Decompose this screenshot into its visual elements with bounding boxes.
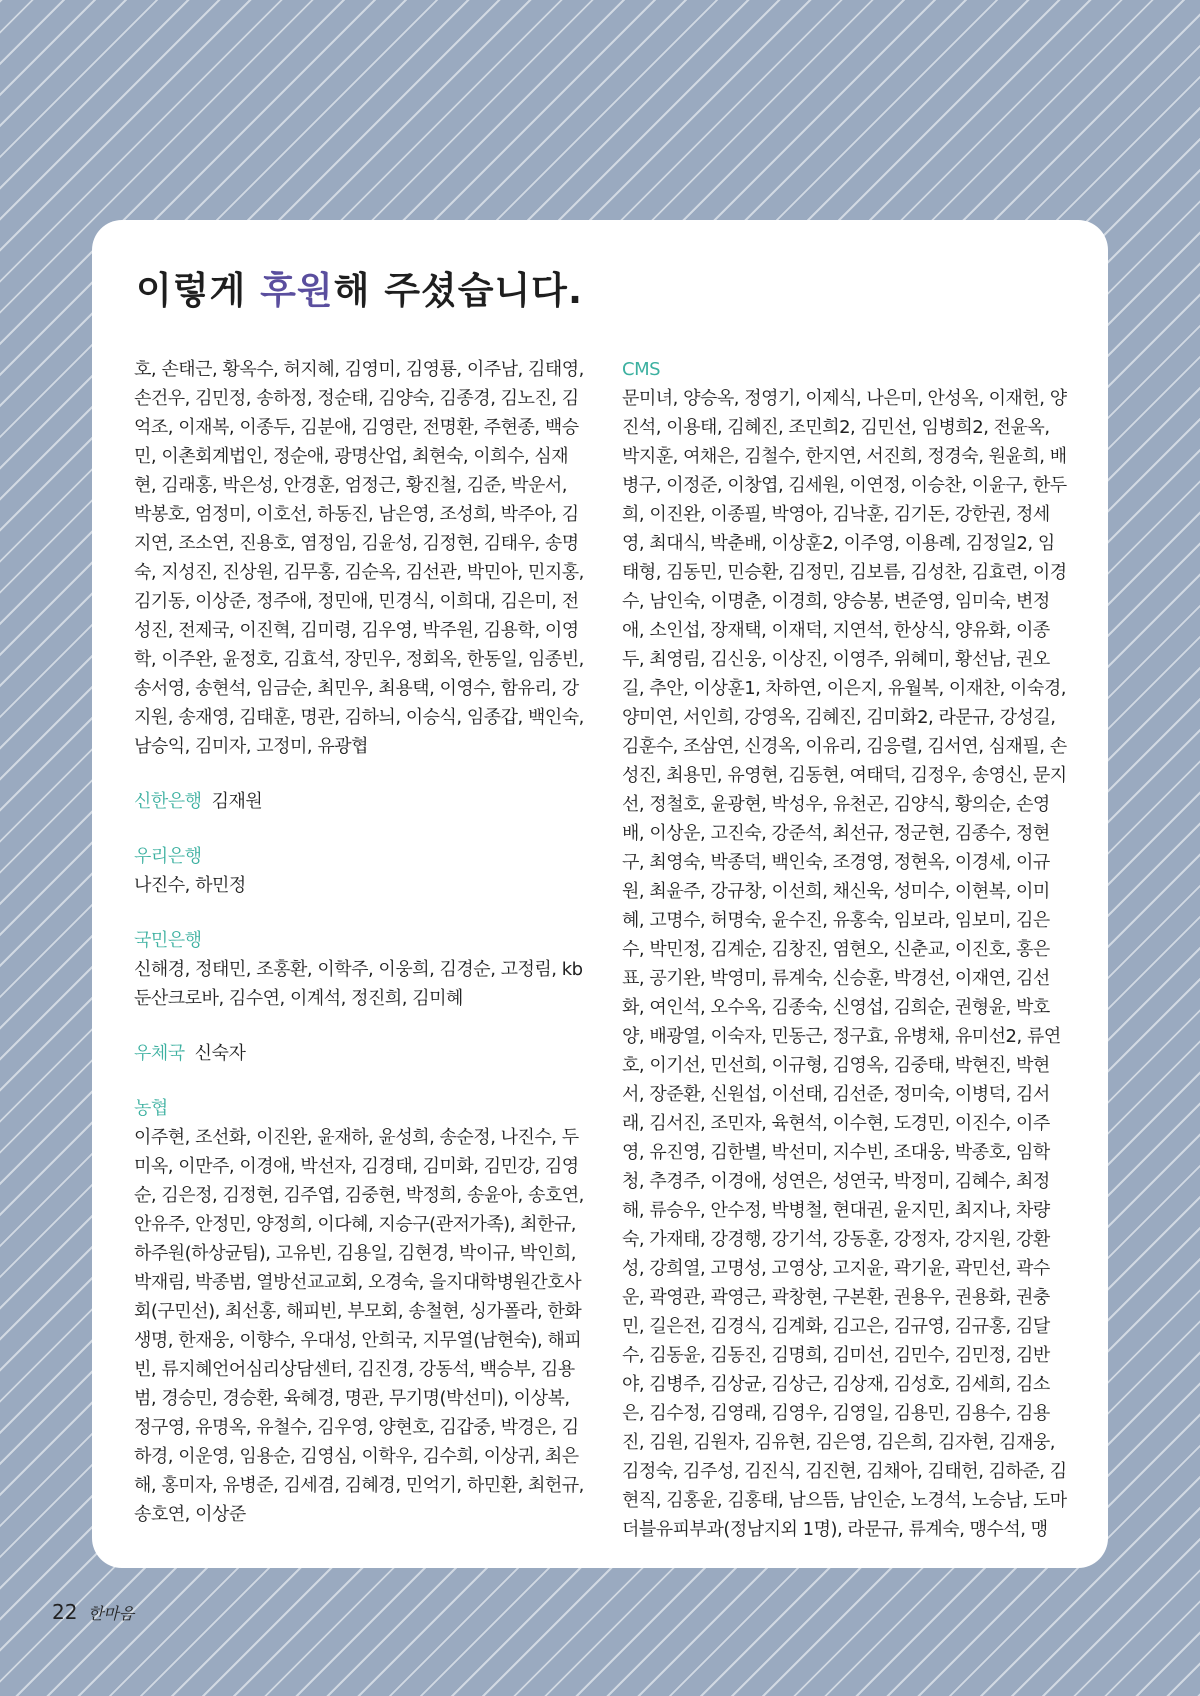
shinhan-section: [134, 787, 588, 816]
kookmin-label: 국민은행: [134, 930, 202, 951]
shinhan-label: 신한은행: [134, 791, 202, 812]
woori-label: 우리은행: [134, 846, 202, 867]
cms-donors: 문미녀, 양승옥, 정영기, 이제식, 나은미, 안성옥, 이재헌, 양진석, 이용태, 김혜진, 조민희2, 김민선, 임병희2, 전윤옥, 박지훈, 여채은, 김철수, 한지연, 서진희, 정경숙, 원윤희, 배병구, 이정준, 이창엽, 김세원, 이연정, 이승찬, 이윤구, 한두희, 이진완, 이종필, 박영아, 김낙훈, 김기돈, 강한권, 정세영, 최대식, 박춘배, 이상훈2, 이주영, 이용례, 김정일2, 임태형, 김동민, 민승환, 김정민, 김보름, 김성찬, 김효련, 이경수, 남인숙, 이명춘, 이경희, 양승봉, 변준영, 임미숙, 변정애, 소인섭, 장재택, 이재덕, 지연석, 한상식, 양유화, 이종두, 최영림, 김신웅, 이상진, 이영주, 위혜미, 황선남, 권오길, 추안, 이상훈1, 차하연, 이은지, 유월복, 이재찬, 이숙경, 양미연, 서인희, 강영옥, 김혜진, 김미화2, 라문규, 강성길, 김훈수, 조삼연, 신경옥, 이유리, 김응렬, 김서연, 심재필, 손성진, 최용민, 유영현, 김동현, 여태덕, 김정우, 송영신, 문지선, 정철호, 윤광현, 박성우, 유천곤, 김양식, 황의순, 손영배, 이상운, 고진숙, 강준석, 최선규, 정군현, 김종수, 정현구, 최영숙, 박종덕, 백인숙, 조경영, 정현옥, 이경세, 이규원, 최윤주, 강규창, 이선희, 채신욱, 성미수, 이현복, 이미혜, 고명수, 허명숙, 윤수진, 유홍숙, 임보라, 임보미, 김은수, 박민정, 김계순, 김창진, 염현오, 신춘교, 이진호, 홍은표, 공기완, 박영미, 류계숙, 신승훈, 박경선, 이재연, 김선화, 여인석, 오수옥, 김종숙, 신영섭, 김희순, 권형윤, 박호양, 배광열, 이숙자, 민동근, 정구효, 유병채, 유미선2, 류연호, 이기선, 민선희, 이규형, 김영옥, 김중태, 박현진, 박현서, 장준환, 신원섭, 이선태, 김선준, 정미숙, 이병덕, 김서래, 김서진, 조민자, 육현석, 이수현, 도경민, 이진수, 이주영, 유진영, 김한별, 박선미, 지수빈, 조대웅, 박종호, 임학청, 추경주, 이경애, 성연은, 성연국, 박정미, 김혜수, 최정해, 류승우, 안수정, 박병철, 현대권, 윤지민, 최지나, 차량숙, 가재태, 강경행, 강기석, 강동훈, 강정자, 강지원, 강환성, 강희열, 고명성, 고영상, 고지윤, 곽기윤, 곽민선, 곽수운, 곽영관, 곽영근, 곽창현, 구본환, 권용우, 권용화, 권충민, 길은전, 김경식, 김계화, 김고은, 김규영, 김규홍, 김달수, 김동윤, 김동진, 김명희, 김미선, 김민수, 김민정, 김반야, 김병주, 김상균, 김상근, 김상재, 김성호, 김세희, 김소은, 김수정, 김영래, 김영우, 김영일, 김용민, 김용수, 김용진, 김원, 김원자, 김유현, 김은영, 김은희, 김자현, 김재웅, 김정숙, 김주성, 김진식, 김진현, 김채아, 김태헌, 김하준, 김현직, 김홍윤, 김홍태, 남으뜸, 남인순, 노경석, 노승남, 도마더블유피부과(정남지외 1명), 라문규, 류계숙, 맹수석, 맹: [622, 388, 1067, 1540]
title-accent: 후원: [260, 269, 334, 312]
post-office-row: [134, 1039, 588, 1068]
kookmin-donors: 신해경, 정태민, 조홍환, 이학주, 이웅희, 김경순, 고정림, kb둔산크로바, 김수연, 이계석, 정진희, 김미혜: [134, 959, 583, 1009]
woori-section: [134, 842, 588, 900]
nonghyup-label: 농협: [134, 1098, 168, 1119]
title-prefix: 이렇게: [136, 269, 261, 312]
title-suffix: 해 주셨습니다: [333, 269, 568, 312]
cms-label: CMS: [622, 359, 661, 380]
magazine-name: 한마음: [87, 1604, 135, 1623]
page-footer: [52, 1600, 134, 1624]
post-office-donors: 신숙자: [194, 1043, 246, 1064]
woori-donors: 나진수, 하민정: [134, 875, 246, 896]
right-column: [622, 355, 1068, 1544]
page-number: 22: [52, 1600, 78, 1624]
shinhan-donors: 김재원: [211, 791, 263, 812]
kookmin-section: [134, 926, 588, 1013]
left-column: [134, 355, 588, 1529]
general-donors-text: 호, 손태근, 황옥수, 허지혜, 김영미, 김영룡, 이주남, 김태영, 손건우, 김민정, 송하정, 정순태, 김양숙, 김종경, 김노진, 김억조, 이재복, 이종두, 김분애, 김영란, 전명환, 주현종, 백승민, 이촌회계법인, 정순애, 광명산업, 최현숙, 이희수, 심재현, 김래홍, 박은성, 안경훈, 엄정근, 황진철, 김준, 박운서, 박봉호, 엄정미, 이호선, 하동진, 남은영, 조성희, 박주아, 김지연, 조소연, 진용호, 염정임, 김윤성, 김정현, 김태우, 송명숙, 지성진, 진상원, 김무홍, 김순옥, 김선관, 박민아, 민지홍, 김기동, 이상준, 정주애, 정민애, 민경식, 이희대, 김은미, 전성진, 전제국, 이진혁, 김미령, 김우영, 박주원, 김용학, 이영학, 이주완, 윤정호, 김효석, 장민우, 정회옥, 한동일, 임종빈, 송서영, 송현석, 임금순, 최민우, 최용택, 이영수, 함유리, 강지원, 송재영, 김태훈, 명관, 김하늬, 이승식, 임종갑, 백인숙, 남승익, 김미자, 고정미, 유광협: [134, 359, 584, 757]
post-office-label: 우체국: [134, 1043, 185, 1064]
shinhan-row: [134, 787, 588, 816]
nonghyup-donors: 이주현, 조선화, 이진완, 윤재하, 윤성희, 송순정, 나진수, 두미옥, 이만주, 이경애, 박선자, 김경태, 김미화, 김민강, 김영순, 김은정, 김정현, 김주엽, 김중현, 박정희, 송윤아, 송호연, 안유주, 안정민, 양정희, 이다혜, 지승구(관저가족), 최한규, 하주원(하상균팀), 고유빈, 김용일, 김현경, 박이규, 박인희, 박재림, 박종범, 열방선교교회, 오경숙, 을지대학병원간호사회(구민선), 최선홍, 해피빈, 부모회, 송철현, 싱가폴라, 한화생명, 한재웅, 이향수, 우대성, 안희국, 지무열(남현숙), 해피빈, 류지혜언어심리상담센터, 김진경, 강동석, 백승부, 김용범, 경승민, 경승환, 육혜경, 명관, 무기명(박선미), 이상복, 정구영, 유명옥, 유철수, 김우영, 양현호, 김갑중, 박경은, 김하경, 이운영, 임용순, 김영심, 이학우, 김수희, 이상귀, 최은해, 홍미자, 유병준, 김세겸, 김혜경, 민억기, 하민환, 최헌규, 송호연, 이상준: [134, 1127, 584, 1525]
post-office-section: [134, 1039, 588, 1068]
nonghyup-section: [134, 1094, 588, 1529]
page-title: [136, 260, 583, 314]
donor-list-card: [92, 220, 1108, 1568]
title-dot: .: [567, 269, 583, 312]
